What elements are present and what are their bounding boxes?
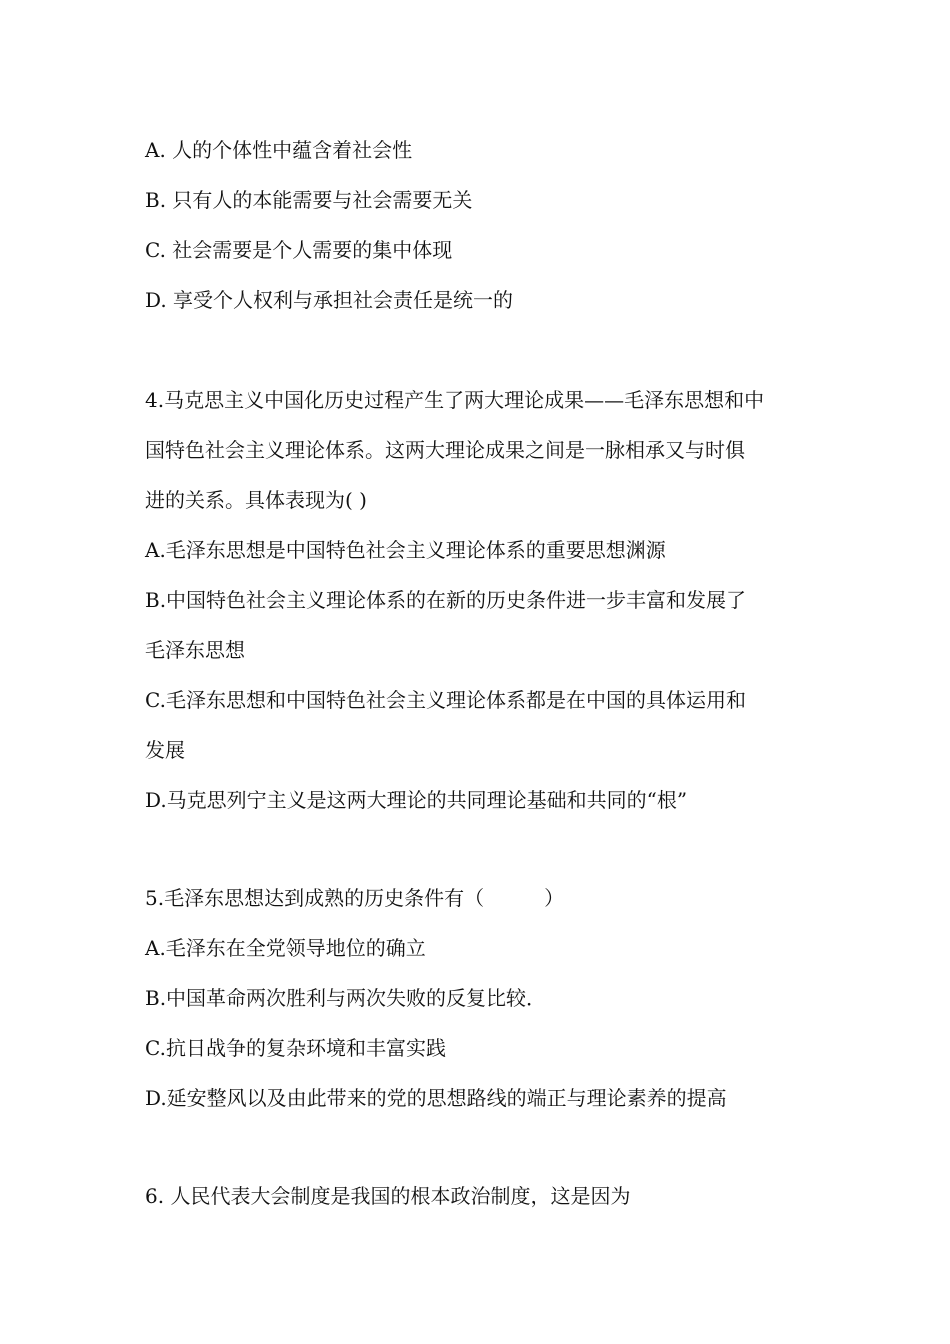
- q3-option-d: D. 享受个人权利与承担社会责任是统一的: [145, 288, 514, 312]
- q5-option-b: B.中国革命两次胜利与两次失败的反复比较．: [145, 986, 547, 1010]
- q5-option-c: C.抗日战争的复杂环境和丰富实践: [145, 1036, 446, 1060]
- q5-stem: 5.毛泽东思想达到成熟的历史条件有（ ）: [145, 886, 565, 910]
- q4-option-c-cont: 发展: [145, 738, 185, 762]
- q4-option-d: D.马克思列宁主义是这两大理论的共同理论基础和共同的“根”: [145, 788, 688, 812]
- q4-stem-line-2: 国特色社会主义理论体系。这两大理论成果之间是一脉相承又与时俱: [145, 438, 745, 462]
- q6-stem: 6. 人民代表大会制度是我国的根本政治制度，这是因为: [145, 1184, 631, 1208]
- q4-option-b-cont: 毛泽东思想: [145, 638, 245, 662]
- q3-option-a: A. 人的个体性中蕴含着社会性: [145, 138, 413, 162]
- q5-option-d: D.延安整风以及由此带来的党的思想路线的端正与理论素养的提高: [145, 1086, 727, 1110]
- q4-stem-line-3: 进的关系。具体表现为( ): [145, 488, 367, 512]
- q5-option-a: A.毛泽东在全党领导地位的确立: [145, 936, 426, 960]
- q3-option-c: C. 社会需要是个人需要的集中体现: [145, 238, 453, 262]
- q4-option-a: A.毛泽东思想是中国特色社会主义理论体系的重要思想渊源: [145, 538, 666, 562]
- q4-stem-line-1: 4.马克思主义中国化历史过程产生了两大理论成果——毛泽东思想和中: [145, 388, 765, 412]
- q4-option-b: B.中国特色社会主义理论体系的在新的历史条件进一步丰富和发展了: [145, 588, 747, 612]
- q4-option-c: C.毛泽东思想和中国特色社会主义理论体系都是在中国的具体运用和: [145, 688, 746, 712]
- q3-option-b: B. 只有人的本能需要与社会需要无关: [145, 188, 473, 212]
